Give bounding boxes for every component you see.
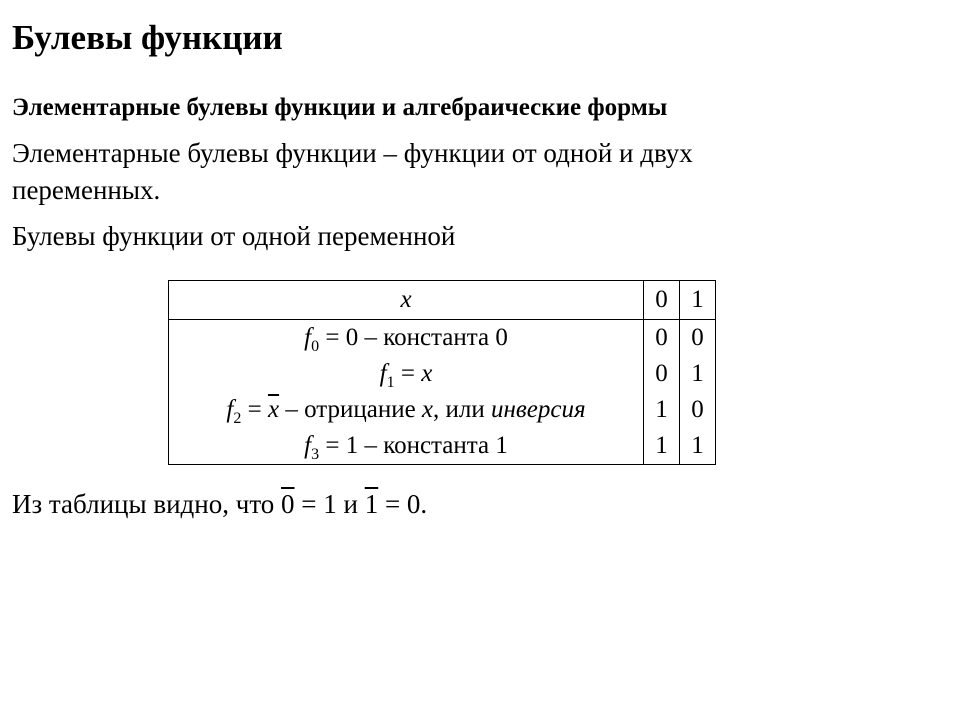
header-value-0: 0 — [644, 281, 680, 320]
section-heading: Элементарные булевы функции и алгебраические формы — [12, 94, 668, 121]
value-f3-x0: 1 — [655, 432, 668, 459]
values-column-0 — [644, 320, 680, 465]
value-f2-x0: 1 — [655, 396, 668, 423]
values-column-1 — [680, 320, 716, 465]
header-value-1: 1 — [680, 281, 716, 320]
value-f1-x1: 1 — [691, 360, 704, 387]
value-f3-x1: 1 — [691, 432, 704, 459]
slide-title: Булевы функции — [12, 18, 283, 57]
function-f3: $f_3 = 1$ – константа 1 — [304, 432, 508, 463]
function-definitions — [169, 320, 644, 465]
value-f1-x0: 0 — [655, 360, 668, 387]
function-f1: $f_1 = x$ — [379, 360, 433, 391]
value-f2-x1: 0 — [691, 396, 704, 423]
value-f0-x0: 0 — [655, 324, 668, 351]
conclusion-line: Из таблицы видно, что 0 = 1 и 1 = 0. — [12, 489, 428, 519]
truth-table-body-row — [169, 320, 716, 465]
value-f0-x1: 0 — [691, 324, 704, 351]
truth-table — [168, 280, 716, 465]
function-f0: $f_0 = 0$ – константа 0 — [304, 324, 508, 355]
negated-x: $\overline{x}$ — [267, 396, 280, 423]
function-f2: $f_2 = \overline{x}$ – отрицание x, или инверсия — [226, 396, 586, 427]
truth-table-header-row — [169, 281, 716, 320]
header-variable: x — [169, 281, 644, 320]
intro-line-1: Элементарные булевы функции – функции от одной и двух — [12, 138, 693, 168]
intro-line-2: переменных. — [12, 175, 161, 205]
negated-zero: 0 — [281, 489, 295, 519]
subheading: Булевы функции от одной переменной — [12, 221, 456, 251]
negated-one: 1 — [364, 489, 379, 519]
